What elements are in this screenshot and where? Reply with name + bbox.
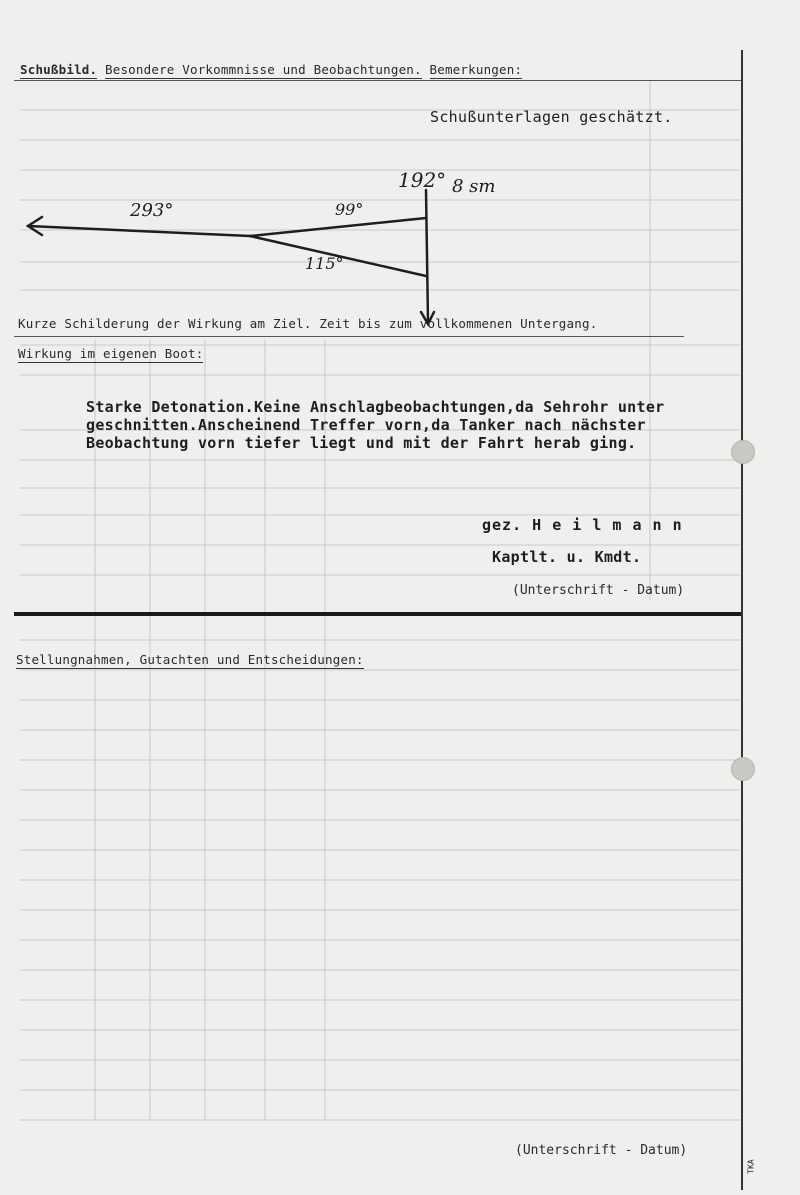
report-text xyxy=(86,398,665,452)
report-line-2: geschnitten.Anscheinend Treffer vorn,da Tanker nach nächster xyxy=(86,416,646,434)
section-divider xyxy=(14,612,741,616)
opinions-label: Stellungnahmen, Gutachten und Entscheidungen: xyxy=(16,652,364,667)
track-left-line xyxy=(28,226,250,236)
track-vertical-line xyxy=(426,190,428,322)
own-boat-row xyxy=(18,346,203,361)
report-line-1: Starke Detonation.Keine Anschlagbeobachtungen,da Sehrohr unter xyxy=(86,398,665,416)
edge-mark: TKA xyxy=(746,1159,756,1174)
bearing-192: 192° xyxy=(398,168,447,192)
signature-name: gez. H e i l m a n n xyxy=(482,516,683,534)
signature-caption: (Unterschrift - Datum) xyxy=(512,583,685,598)
effect-row xyxy=(18,316,597,331)
punch-hole-lower xyxy=(731,757,755,781)
report-line-3: Beobachtung vorn tiefer liegt und mit der Fahrt herab ging. xyxy=(86,434,637,452)
effect-label: Kurze Schilderung der Wirkung am Ziel. xyxy=(18,316,312,331)
estimated-note: Schußunterlagen geschätzt. xyxy=(430,108,673,126)
effect-underline xyxy=(14,336,684,337)
own-boat-label: Wirkung im eigenen Boot: xyxy=(18,346,204,361)
track-upper-line xyxy=(250,218,426,236)
bearing-99: 99° xyxy=(335,200,364,219)
time-to-sinking-label: Zeit bis zum vollkommenen Untergang. xyxy=(319,316,598,331)
punch-hole-upper xyxy=(731,440,755,464)
signature-rank: Kaptlt. u. Kmdt. xyxy=(492,548,642,566)
distance-label: 8 sm xyxy=(452,176,496,197)
section-title: Schußbild. xyxy=(20,62,98,77)
remarks-label: Bemerkungen: xyxy=(429,62,523,77)
opinions-row xyxy=(16,652,364,667)
section-subtitle: Besondere Vorkommnisse und Beobachtungen. xyxy=(105,62,422,77)
bearing-293: 293° xyxy=(130,200,174,221)
bearing-115: 115° xyxy=(305,254,344,273)
opinions-caption: (Unterschrift - Datum) xyxy=(515,1143,688,1158)
